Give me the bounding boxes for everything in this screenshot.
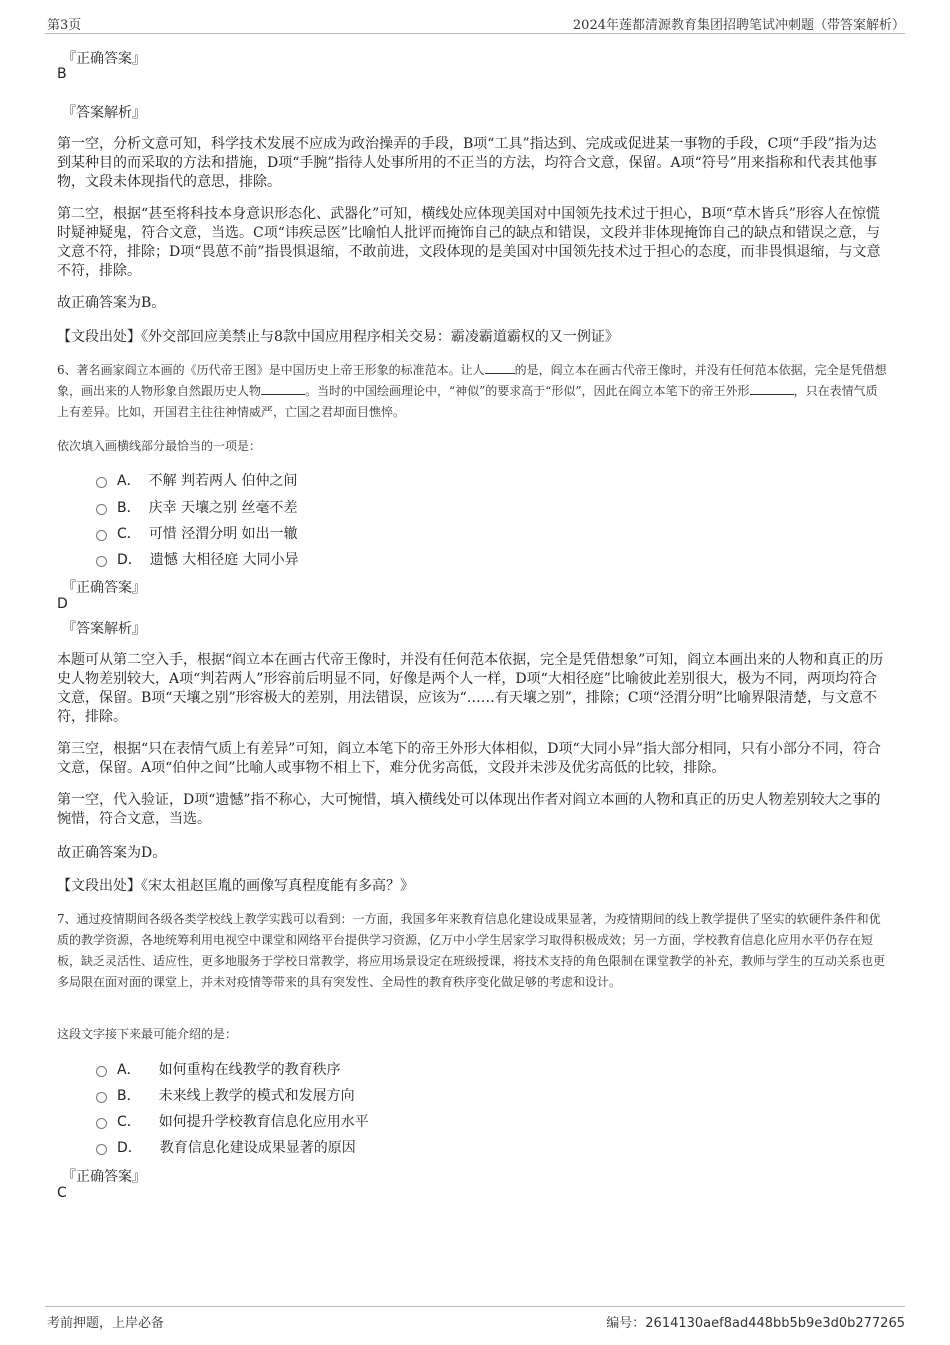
correct-answer-value: D (57, 596, 68, 612)
question-stem: 7、通过疫情期间各级各类学校线上教学实践可以看到：一方面，我国多年来教育信息化建设成果显著，为疫情期间的线上教学提供了坚实的软硬件条件和优质的教学资源，各地统筹利用电视空中课堂和网络平台提供学习资源，亿万中小学生居家学习取得积极成效；另一方面，学校教育信息化应用水平仍存在短板，缺乏灵活性、适应性，更多地服务于学校日常教学，将应用场景设定在班级授课，将技术支持的角色限制在课堂教学的补充，教师与学生的互动关系也更多局限在面对面的课堂上，并未对疫情等带来的具有突发性、全局性的教育秩序变化做足够的考虑和设计。 (57, 912, 886, 989)
footer-divider (45, 1306, 905, 1307)
analysis-paragraph: 本题可从第二空入手，根据“阎立本在画古代帝王像时，并没有任何范本依据，完全是凭借想象”可知，阎立本画出来的人物和真正的历史人物差别较大，A项“判若两人”形容前后明显不同，好像是两个人一样，D项“大相径庭”比喻彼此差别很大，极为不同，两项均符合文意，保留。B项“天壤之别”形容极大的差别，用法错误，应该为“……有天壤之别”，排除；C项“泾渭分明”比喻界限清楚，与文意不符，排除。 (57, 652, 884, 725)
radio-button[interactable] (96, 556, 107, 567)
header-divider (45, 33, 905, 34)
analysis-paragraph: 第三空，根据“只在表情气质上有差异”可知，阎立本笔下的帝王外形大体相似，D项“大同小异”指大部分相同，只有小部分不同，符合文意，保留。A项“伯仲之间”比喻人或事物不相上下，难分优劣高低，文段并未涉及优劣高低的比较，排除。 (57, 741, 881, 776)
analysis-paragraph: 第一空，分析文意可知，科学技术发展不应成为政治操弄的手段，B项“工具”指达到、完成或促进某一事物的手段，C项“手段”指为达到某种目的而采取的方法和措施，D项“手腕”指待人处事所用的不正当的方法，均符合文意，保留。A项“符号”用来指称和代表其他事物，文段未体现指代的意思，排除。 (57, 136, 877, 190)
option-a[interactable]: A． 不解 判若两人 伯仲之间 (96, 470, 297, 490)
option-d[interactable]: D． 教育信息化建设成果显著的原因 (96, 1137, 356, 1157)
radio-button[interactable] (96, 1066, 107, 1077)
correct-answer-label: 『正确答案』 (62, 51, 146, 67)
question-stem: 6、著名画家阎立本画的《历代帝王图》是中国历史上帝王形象的标准范本。让人 的是，阎立本在画古代帝王像时，并没有任何范本依据，完全是凭借想象，画出来的人物形象自然跟历史人物 。当时的中国绘画理论中，“神似”的要求高于“形似”，因此在阎立本笔下的帝王外形 ，只在表情气质上有差异。比如，开国君主往往神情威严，亡国之君却面目憔悴。 (57, 363, 887, 419)
fill-blank (261, 382, 305, 395)
correct-answer-value: B (57, 66, 67, 82)
source-citation: 【文段出处】《宋太祖赵匡胤的画像写真程度能有多高？》 (57, 878, 414, 894)
option-a[interactable]: A． 如何重构在线教学的教育秩序 (96, 1059, 341, 1079)
radio-button[interactable] (96, 530, 107, 541)
radio-button[interactable] (96, 1118, 107, 1129)
option-c[interactable]: C． 可惜 泾渭分明 如出一辙 (96, 523, 298, 543)
document-code: 编号：2614130aef8ad448bb5b9e3d0b277265 (606, 1316, 905, 1331)
radio-button[interactable] (96, 504, 107, 515)
correct-answer-label: 『正确答案』 (62, 1169, 146, 1185)
analysis-paragraph: 第二空，根据“甚至将科技本身意识形态化、武器化”可知，横线处应体现美国对中国领先技术过于担心，B项“草木皆兵”形容人在惊慌时疑神疑鬼，符合文意，当选。C项“讳疾忌医”比喻怕人批评而掩饰自己的缺点和错误，文段并非体现掩饰自己的缺点和错误之意，与文意不符，排除；D项“畏葸不前”指畏惧退缩，不敢前进，文段体现的是美国对中国领先技术过于担心的态度，而非畏惧退缩，与文意不符，排除。 (57, 206, 881, 279)
correct-answer-value: C (57, 1185, 67, 1201)
document-title: 2024年莲都清源教育集团招聘笔试冲刺题（带答案解析） (572, 18, 905, 33)
analysis-paragraph: 第一空，代入验证，D项“遗憾”指不称心，大可惋惜，填入横线处可以体现出作者对阎立本画的人物和真正的历史人物差别较大之事的惋惜，符合文意，当选。 (57, 792, 881, 827)
analysis-conclusion: 故正确答案为D。 (57, 845, 167, 861)
question-prompt: 这段文字接下来最可能介绍的是： (57, 1027, 238, 1041)
footer-slogan: 考前押题，上岸必备 (47, 1316, 165, 1331)
option-b[interactable]: B． 未来线上教学的模式和发展方向 (96, 1085, 355, 1105)
analysis-label: 『答案解析』 (62, 105, 146, 121)
page-number: 第3页 (47, 18, 82, 33)
analysis-label: 『答案解析』 (62, 621, 146, 637)
analysis-conclusion: 故正确答案为B。 (57, 295, 166, 311)
radio-button[interactable] (96, 1092, 107, 1103)
radio-button[interactable] (96, 1144, 107, 1155)
option-b[interactable]: B． 庆幸 天壤之别 丝毫不差 (96, 497, 298, 517)
option-d[interactable]: D． 遗憾 大相径庭 大同小异 (96, 549, 299, 569)
question-prompt: 依次填入画横线部分最恰当的一项是： (57, 439, 262, 453)
page-header (0, 0, 950, 34)
source-citation: 【文段出处】《外交部回应美禁止与8款中国应用程序相关交易：霸凌霸道霸权的又一例证》 (57, 329, 619, 345)
radio-button[interactable] (96, 477, 107, 488)
fill-blank (750, 382, 794, 395)
option-c[interactable]: C． 如何提升学校教育信息化应用水平 (96, 1111, 369, 1131)
fill-blank (485, 361, 515, 374)
correct-answer-label: 『正确答案』 (62, 580, 146, 596)
